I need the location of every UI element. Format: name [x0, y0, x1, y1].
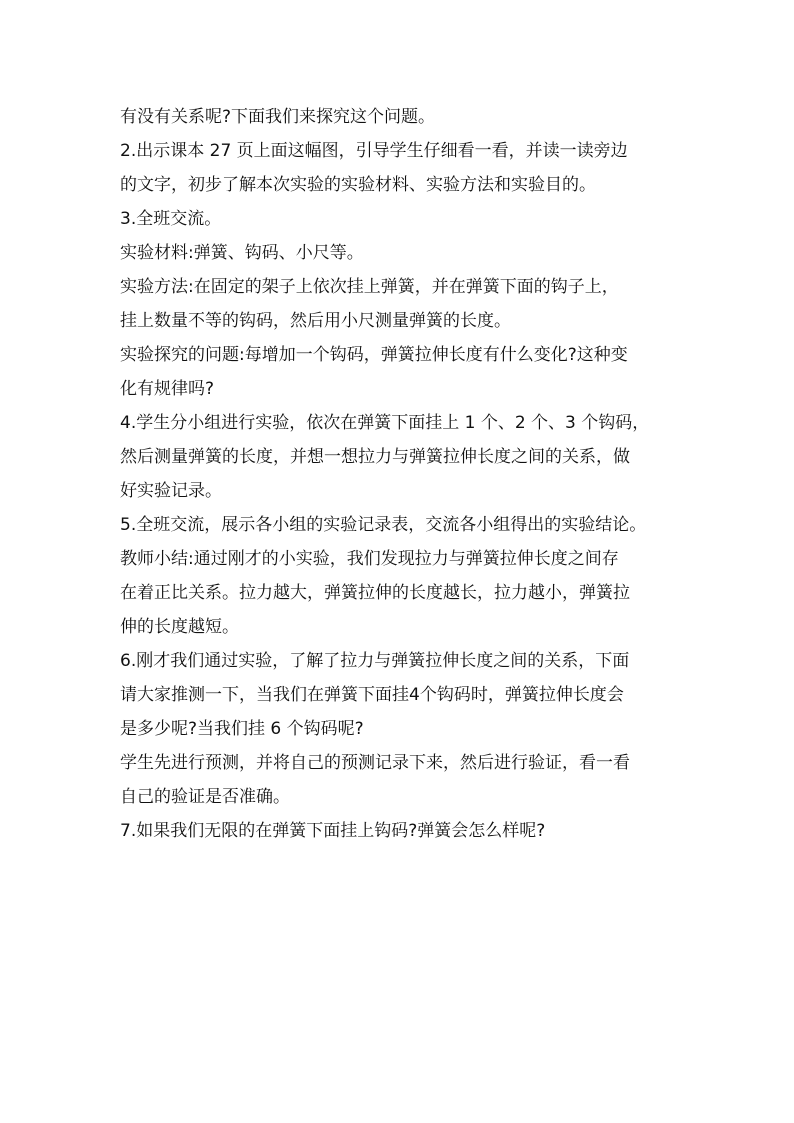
text-line: 自己的验证是否准确。: [120, 787, 290, 807]
text-line: 3.全班交流。: [120, 209, 222, 229]
text-line: 教师小结:通过刚才的小实验，我们发现拉力与弹簧拉伸长度之间存: [120, 549, 619, 569]
text-line: 6.刚才我们通过实验，了解了拉力与弹簧拉伸长度之间的关系，下面: [120, 651, 630, 671]
text-line: 7.如果我们无限的在弹簧下面挂上钩码?弹簧会怎么样呢?: [120, 821, 546, 841]
text-line: 2.出示课本 27 页上面这幅图，引导学生仔细看一看，并读一读旁边: [120, 141, 628, 161]
text-line: 的文字，初步了解本次实验的实验材料、实验方法和实验目的。: [120, 175, 596, 195]
text-line: 4.学生分小组进行实验，依次在弹簧下面挂上 1 个、2 个、3 个钩码，: [120, 413, 650, 433]
text-line: 实验材料:弹簧、钩码、小尺等。: [120, 243, 364, 263]
text-line: 然后测量弹簧的长度，并想一想拉力与弹簧拉伸长度之间的关系，做: [120, 447, 630, 467]
text-line: 伸的长度越短。: [120, 617, 239, 637]
text-line: 实验探究的问题:每增加一个钩码，弹簧拉伸长度有什么变化?这种变: [120, 345, 628, 365]
text-line: 在着正比关系。拉力越大，弹簧拉伸的长度越长，拉力越小，弹簧拉: [120, 583, 630, 603]
text-line: 请大家推测一下，当我们在弹簧下面挂4个钩码时，弹簧拉伸长度会: [120, 685, 624, 705]
text-line: 5.全班交流，展示各小组的实验记录表，交流各小组得出的实验结论。: [120, 515, 647, 535]
text-line: 是多少呢?当我们挂 6 个钩码呢?: [120, 719, 364, 739]
text-line: 好实验记录。: [120, 481, 222, 501]
text-line: 实验方法:在固定的架子上依次挂上弹簧，并在弹簧下面的钩子上，: [120, 277, 619, 297]
text-line: 有没有关系呢?下面我们来探究这个问题。: [120, 107, 436, 127]
document-body: [120, 100, 680, 848]
text-line: 化有规律吗?: [120, 379, 215, 399]
text-line: 学生先进行预测，并将自己的预测记录下来，然后进行验证，看一看: [120, 753, 630, 773]
text-line: 挂上数量不等的钩码，然后用小尺测量弹簧的长度。: [120, 311, 511, 331]
